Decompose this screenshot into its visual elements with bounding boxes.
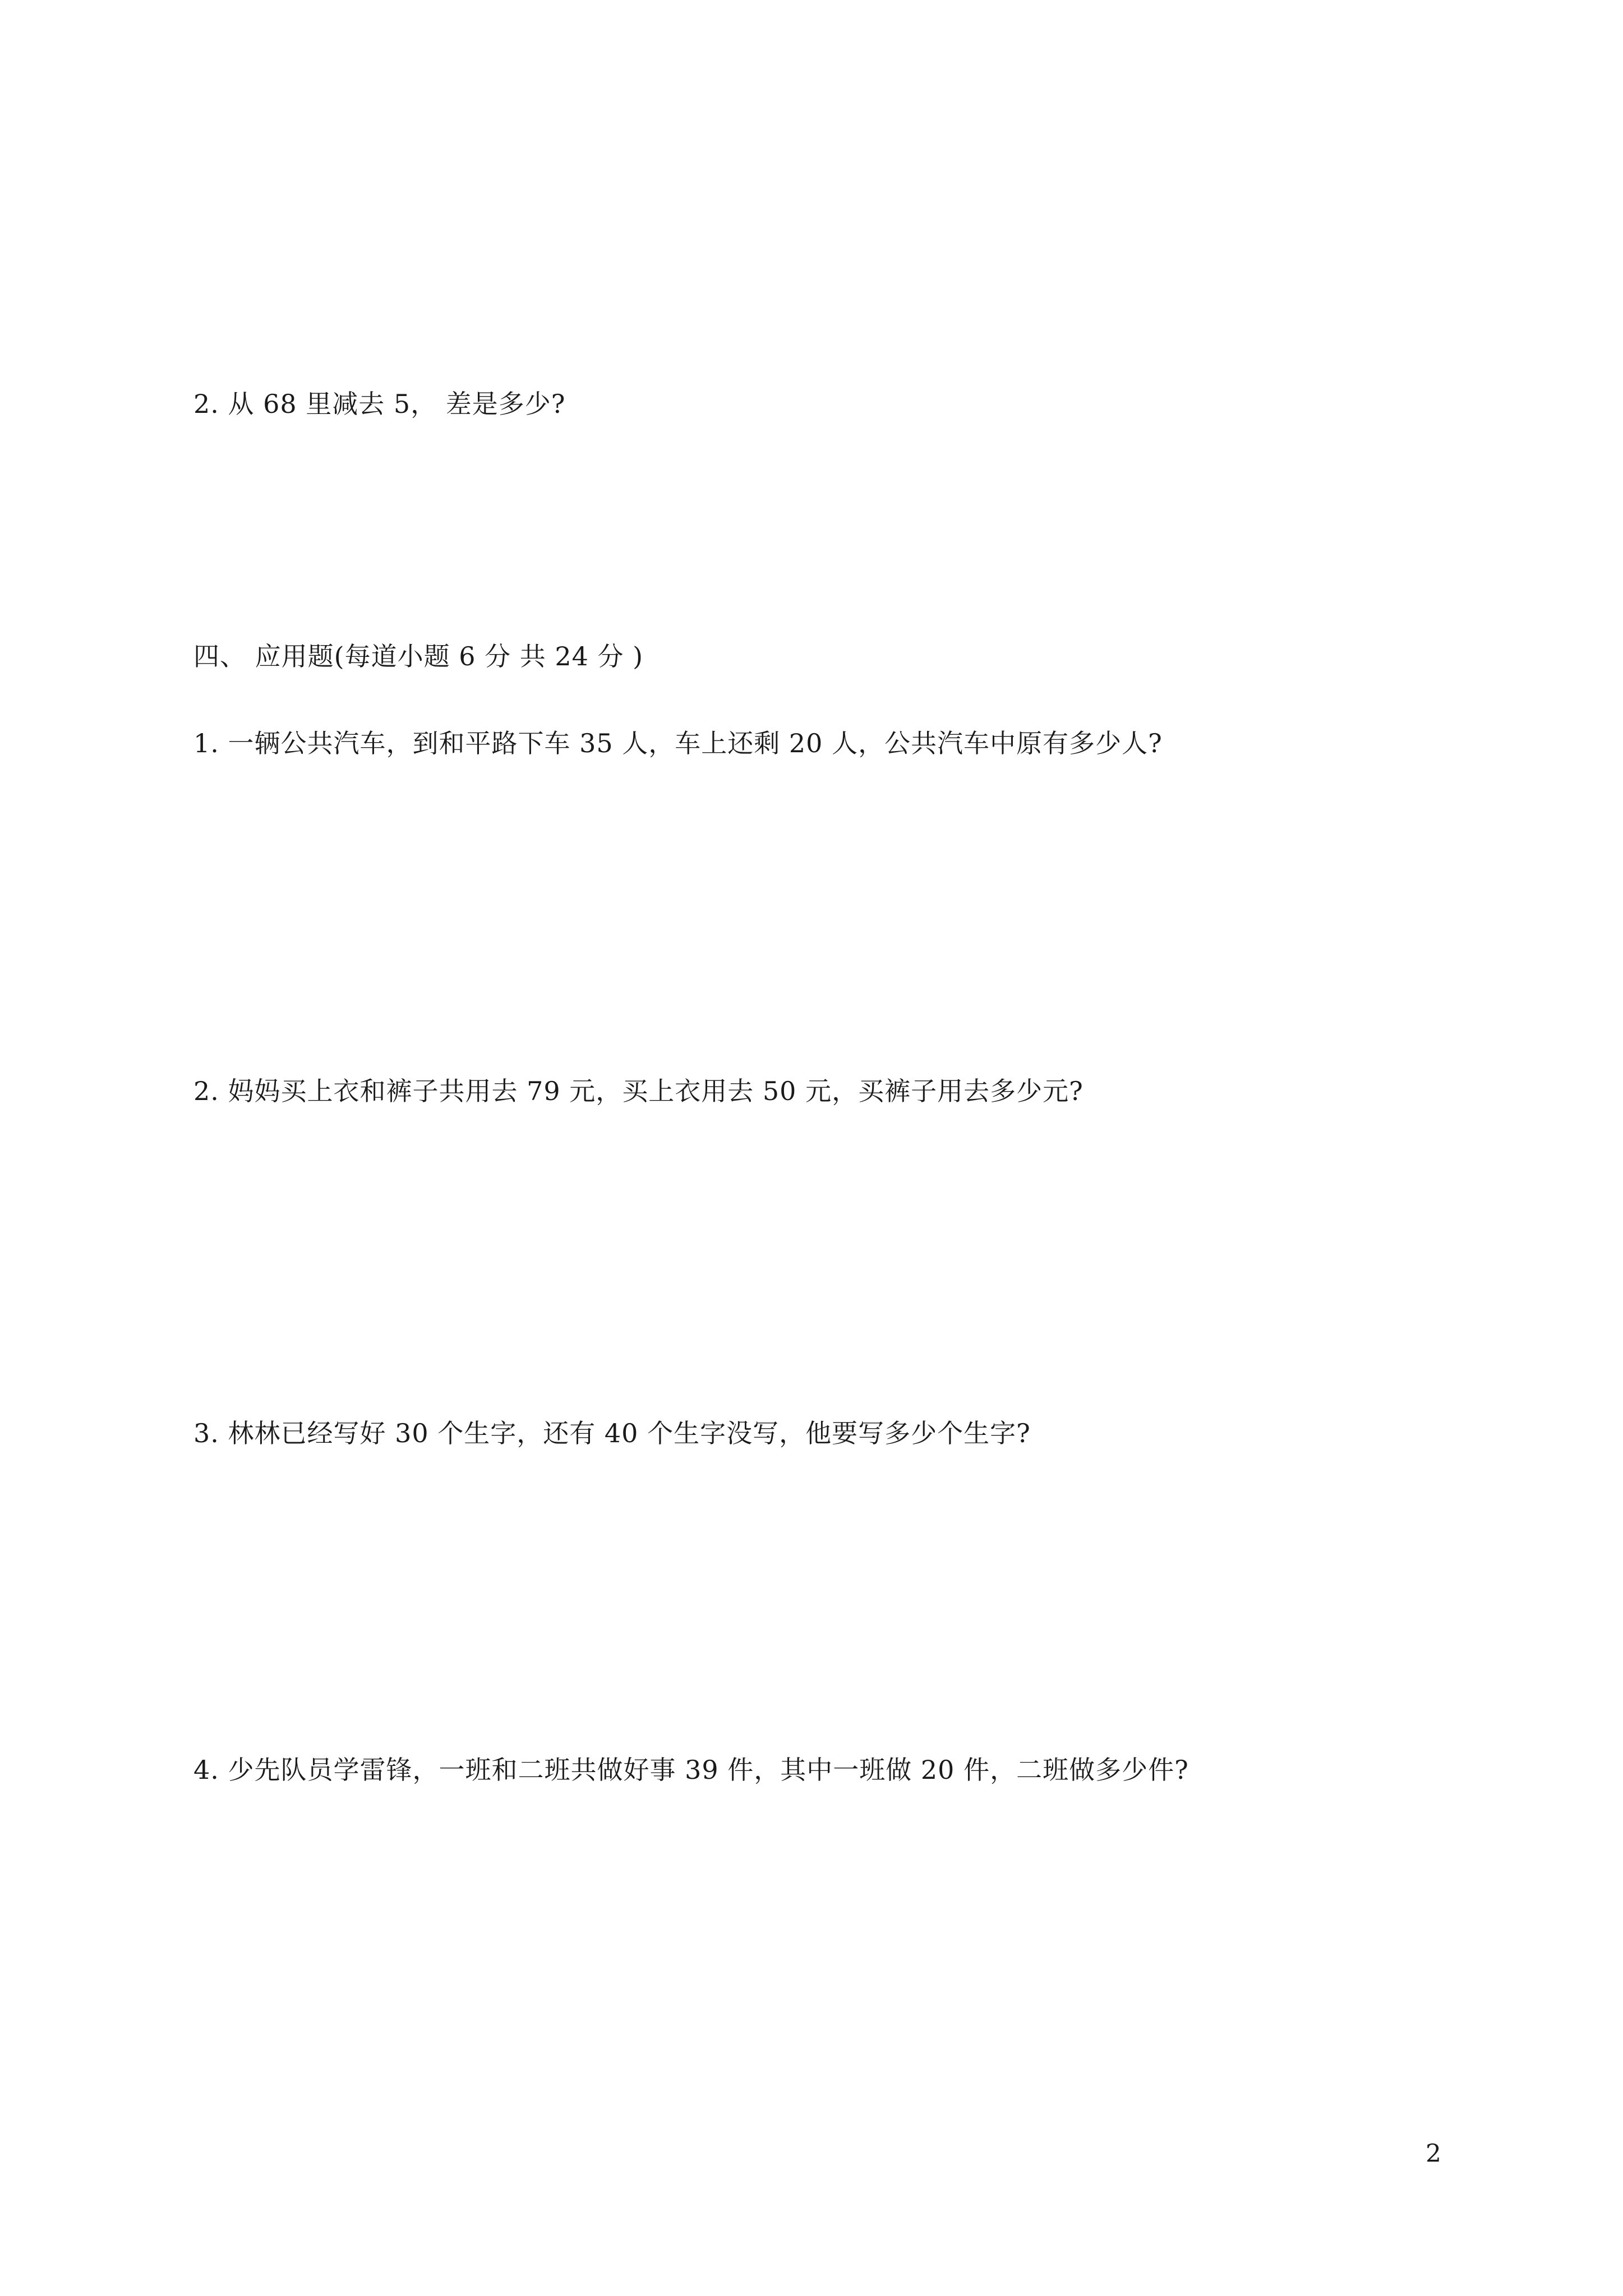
page-number: 2: [1426, 2139, 1441, 2168]
question-4-1: 1. 一辆公共汽车，到和平路下车 35 人，车上还剩 20 人，公共汽车中原有多少人?: [193, 728, 1163, 758]
section-4-heading: 四、 应用题(每道小题 6 分 共 24 分 ): [193, 641, 644, 671]
question-3-2: 2. 从 68 里减去 5， 差是多少?: [193, 389, 566, 419]
question-4-4: 4. 少先队员学雷锋，一班和二班共做好事 39 件，其中一班做 20 件，二班做多少件?: [193, 1755, 1189, 1785]
question-4-2: 2. 妈妈买上衣和裤子共用去 79 元，买上衣用去 50 元，买裤子用去多少元?: [193, 1076, 1083, 1106]
question-4-3: 3. 林林已经写好 30 个生字，还有 40 个生字没写，他要写多少个生字?: [193, 1418, 1031, 1448]
